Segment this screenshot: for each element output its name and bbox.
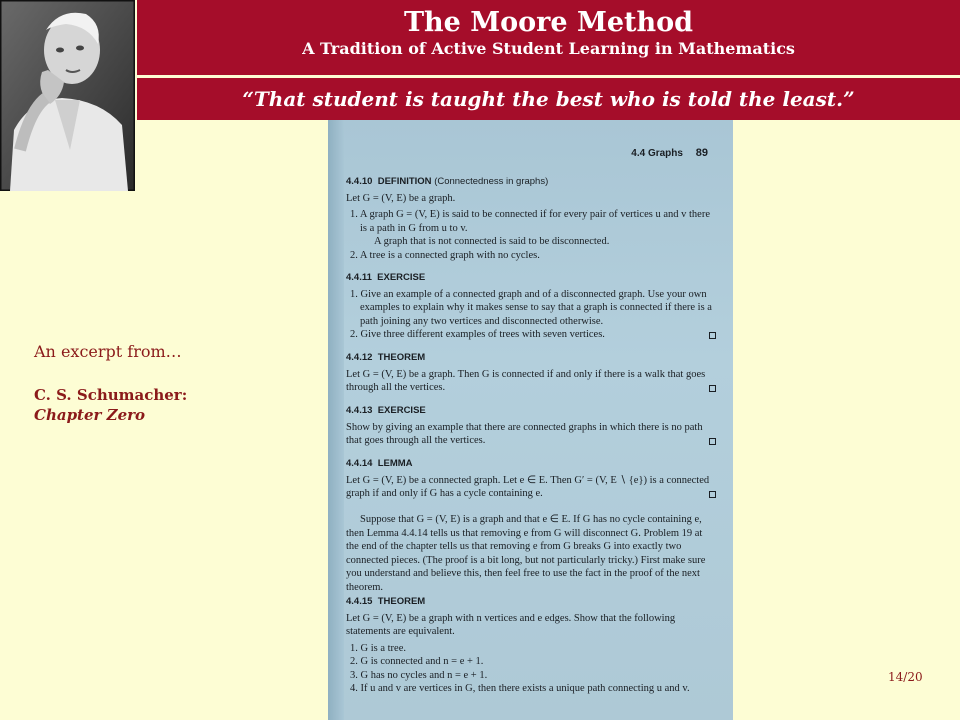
- slide-subtitle: A Tradition of Active Student Learning in Mathematics: [302, 39, 795, 58]
- theorem-15-title: THEOREM: [377, 596, 426, 607]
- theorem-12-title: THEOREM: [377, 352, 426, 363]
- excerpt-caption: [34, 342, 187, 425]
- exercise-11-item-2: 2. Give three different examples of trees with seven vertices.: [350, 329, 605, 340]
- theorem-15-block: [346, 595, 716, 696]
- exercise-13-title: EXERCISE: [377, 405, 426, 416]
- definition-item-2: 2. A tree is a connected graph with no cycles.: [350, 249, 540, 261]
- exercise-11-title: EXERCISE: [377, 272, 426, 283]
- qed-box-icon: [709, 332, 716, 339]
- exercise-13-text-row: [346, 421, 716, 448]
- quote-banner: “That student is taught the best who is told the least.”: [137, 78, 960, 120]
- slide-title: The Moore Method: [403, 7, 694, 38]
- definition-title: DEFINITION: [377, 176, 432, 187]
- theorem-15-item-4: 4. If u and v are vertices in G, then there exists a unique path connecting u and v.: [350, 683, 690, 694]
- lemma-14-block: [346, 457, 716, 501]
- qed-box-icon: [709, 385, 716, 392]
- excerpt-intro: An excerpt from…: [34, 342, 182, 361]
- exercise-13-text: Show by giving an example that there are connected graphs in which there is no path that goes through all the vertices.: [346, 421, 703, 446]
- lemma-14-number: 4.4.14: [346, 458, 373, 469]
- excerpt-book-title: Chapter Zero: [34, 406, 146, 424]
- theorem-12-block: [346, 351, 716, 395]
- theorem-15-item-2: 2. G is connected and n = e + 1.: [350, 656, 484, 667]
- lemma-14-text-row: [346, 474, 716, 501]
- page-edge: [328, 120, 344, 720]
- book-page-scan: [328, 120, 733, 720]
- title-banner: [137, 0, 960, 75]
- theorem-15-number: 4.4.15: [346, 596, 373, 607]
- theorem-12-text-row: [346, 368, 716, 395]
- definition-item-1b: A graph that is not connected is said to be disconnected.: [374, 236, 610, 247]
- running-head-text: 4.4 Graphs: [631, 148, 683, 159]
- portrait-photo: [0, 0, 135, 191]
- definition-block: [346, 175, 716, 262]
- lemma-14-text: Let G = (V, E) be a connected graph. Let e ∈ E. Then G′ = (V, E ∖ {e}) is a connected graph if and only if G has a cycle containing e.: [346, 474, 710, 499]
- definition-intro: Let G = (V, E) be a graph.: [346, 192, 456, 204]
- exercise-11-block: [346, 271, 716, 342]
- theorem-15-item-1: 1. G is a tree.: [350, 642, 406, 654]
- explanatory-paragraph: Suppose that G = (V, E) is a graph and that e ∈ E. If G has no cycle containing e, then Lemma 4.4.14 tells us that removing e from G will disconnect G. Problem 19 at the end of the chapter tells us that removing e from G breaks G into exactly two connected pieces. (The proof is a bit long, but not particularly tricky.) First make sure you understand and believe this, then feel free to use the fact in the proof of the next theorem.: [346, 514, 706, 593]
- qed-box-icon: [709, 491, 716, 498]
- excerpt-author: C. S. Schumacher:: [34, 386, 188, 404]
- definition-item-1: 1. A graph G = (V, E) is said to be connected if for every pair of vertices u and v there is a path in G from u to v.: [350, 209, 710, 234]
- exercise-11-number: 4.4.11: [346, 272, 372, 283]
- theorem-12-text: Let G = (V, E) be a graph. Then G is connected if and only if there is a walk that goes through all the vertices.: [346, 368, 706, 393]
- theorem-15-text: Let G = (V, E) be a graph with n vertices and e edges. Show that the following statements are equivalent.: [346, 612, 676, 637]
- exercise-11-item-2-row: [346, 328, 716, 342]
- exercise-11-item-1: 1. Give an example of a connected graph and of a disconnected graph. Use your own examples to explain why it makes sense to say that a graph is connected if there is a path joining any two vertices and disconnected otherwise.: [350, 288, 712, 327]
- exercise-13-block: [346, 404, 716, 448]
- slide-number: 14/20: [888, 670, 923, 684]
- definition-subtitle: (Connectedness in graphs): [434, 176, 549, 187]
- exercise-13-number: 4.4.13: [346, 405, 373, 416]
- definition-number: 4.4.10: [346, 176, 373, 187]
- book-page-number: 89: [695, 147, 708, 159]
- lemma-14-title: LEMMA: [377, 458, 413, 469]
- running-head: [631, 147, 708, 159]
- qed-box-icon: [709, 438, 716, 445]
- theorem-15-item-3: 3. G has no cycles and n = e + 1.: [350, 669, 488, 681]
- theorem-12-number: 4.4.12: [346, 352, 373, 363]
